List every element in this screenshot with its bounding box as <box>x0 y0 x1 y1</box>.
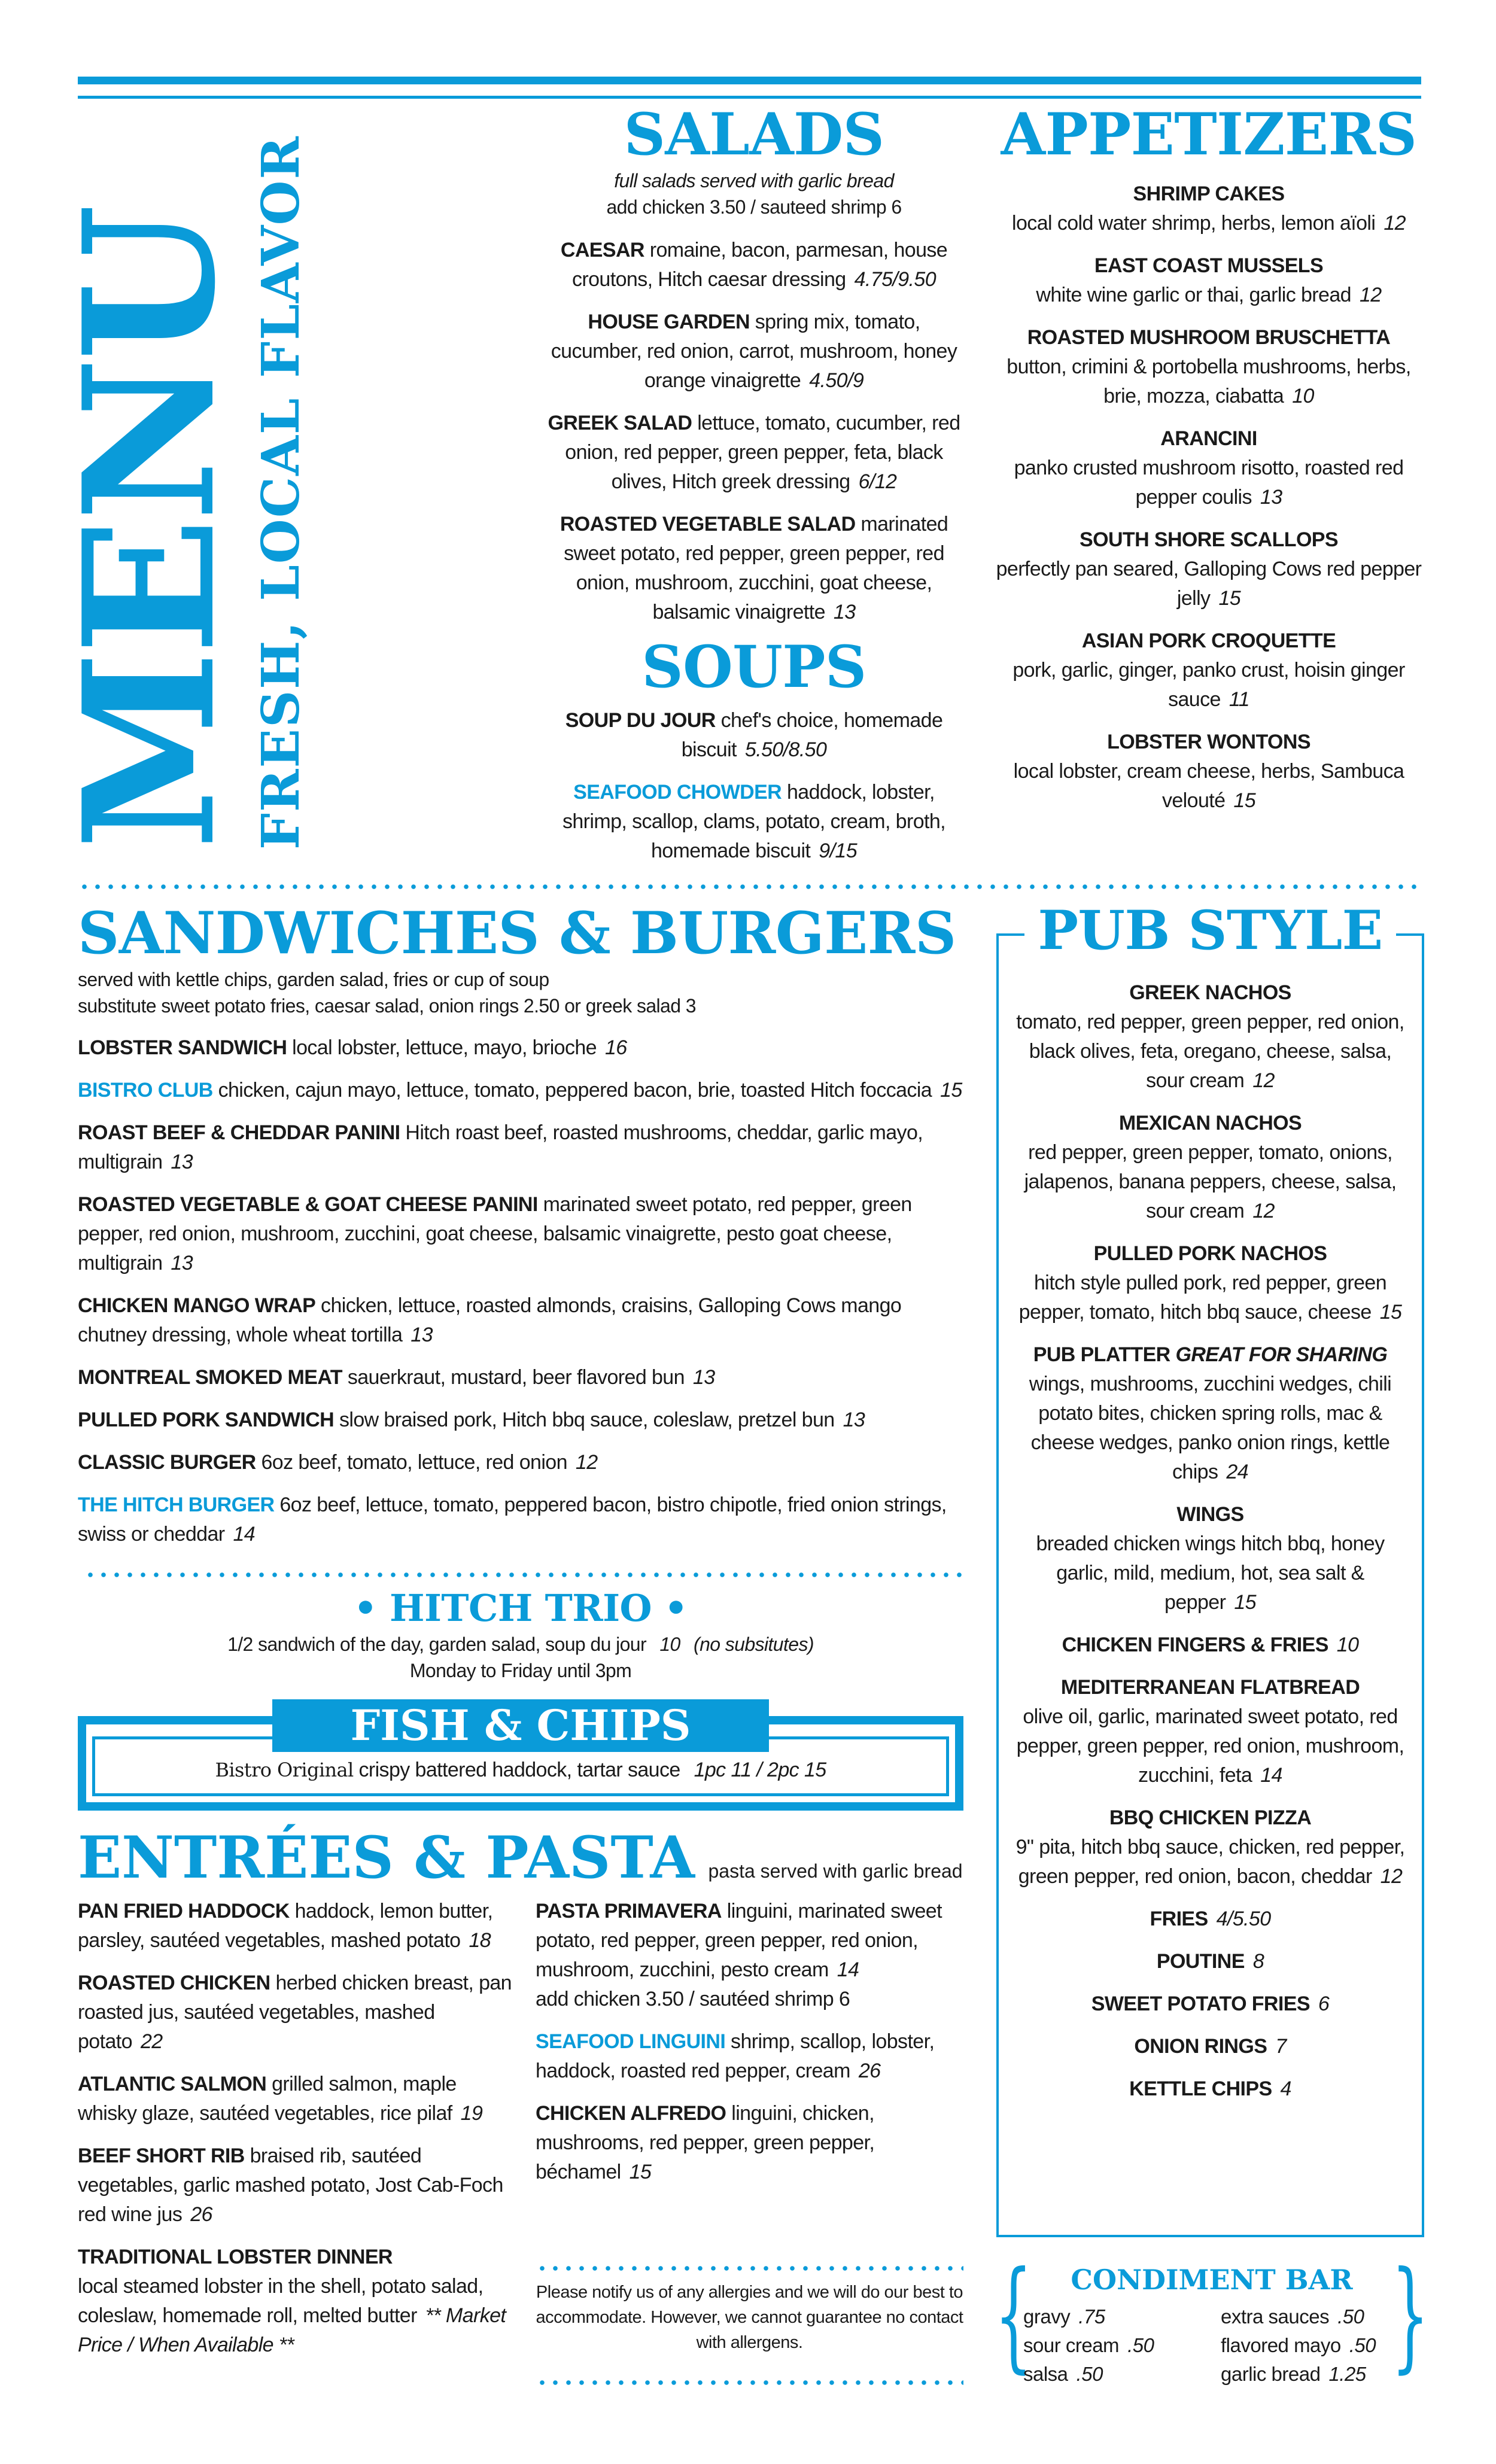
item-description: panko crusted mushroom risotto, roasted red pepper coulis <box>1014 457 1404 509</box>
item-price: 12 <box>1384 212 1406 235</box>
item-price: 14 <box>1260 1764 1282 1787</box>
condiment-price: .50 <box>1127 2334 1154 2356</box>
menu-item <box>78 1118 963 1177</box>
item-description: chicken, lettuce, roasted almonds, craisins, Galloping Cows mango chutney dressing, whole wheat tortilla <box>78 1294 902 1346</box>
menu-item <box>1008 978 1412 1096</box>
menu-item <box>78 1897 518 1955</box>
menu-tagline: FRESH, LOCAL FLAVOR <box>251 135 311 850</box>
salads-addon-note: add chicken 3.50 / sauteed shrimp 6 <box>606 196 902 218</box>
item-description: braised rib, sautéed vegetables, garlic mashed potato, Jost Cab-Foch red wine jus <box>78 2144 503 2226</box>
hitch-trio-heading: • HITCH TRIO • <box>354 1586 688 1630</box>
item-description: haddock, lemon butter, parsley, sautéed vegetables, mashed potato <box>78 1900 493 1952</box>
item-description: sauerkraut, mustard, beer flavored bun <box>347 1366 685 1389</box>
menu-item <box>1008 1803 1412 1891</box>
item-description: chicken, cajun mayo, lettuce, tomato, peppered bacon, brie, toasted Hitch foccacia <box>218 1079 932 1102</box>
menu-item <box>536 2027 966 2086</box>
condiment-bar <box>993 2246 1430 2393</box>
item-description: pork, garlic, ginger, panko crust, hoisin ginger sauce <box>1012 659 1405 711</box>
item-name: ATLANTIC SALMON <box>78 2073 267 2095</box>
menu-item <box>545 236 963 294</box>
item-price: 4 <box>1280 2077 1291 2100</box>
item-price: 12 <box>575 1451 598 1474</box>
condiment-name: salsa <box>1023 2363 1068 2385</box>
condiment-item <box>1023 2360 1209 2389</box>
item-name: POUTINE <box>1156 1950 1245 1973</box>
item-description: 6oz beef, tomato, lettuce, red onion <box>261 1451 567 1474</box>
pub-style-heading: PUB STYLE <box>1024 899 1395 962</box>
item-price: 10 <box>1292 385 1314 407</box>
hitch-trio-section <box>78 1586 963 1684</box>
menu-item <box>78 1033 963 1063</box>
item-description: romaine, bacon, parmesan, house croutons, Hitch caesar dressing <box>571 239 948 291</box>
appetizers-section <box>987 102 1430 829</box>
menu-item <box>545 409 963 497</box>
menu-item <box>536 1897 966 2014</box>
item-description: lettuce, tomato, cucumber, red onion, red pepper, green pepper, feta, black olives, Hitch greek dressing <box>565 412 960 493</box>
item-name: CHICKEN MANGO WRAP <box>78 1294 316 1317</box>
item-name: MEDITERRANEAN FLATBREAD <box>1060 1676 1360 1699</box>
condiment-price: .50 <box>1349 2334 1376 2356</box>
condiment-price: 1.25 <box>1328 2363 1366 2385</box>
menu-item <box>78 1363 963 1392</box>
menu-item <box>1008 2032 1412 2061</box>
item-name: GREEK SALAD <box>548 412 692 434</box>
item-name: ASIAN PORK CROQUETTE <box>1081 629 1336 652</box>
item-price: 24 <box>1226 1461 1248 1483</box>
item-price: 4.75/9.50 <box>854 268 936 291</box>
item-name: PAN FRIED HADDOCK <box>78 1900 290 1922</box>
menu-item <box>987 180 1430 238</box>
menu-item <box>78 2243 518 2360</box>
menu-item <box>1008 1500 1412 1617</box>
item-price: 5.50/8.50 <box>744 738 827 761</box>
condiment-item <box>1221 2302 1406 2331</box>
menu-item <box>78 1448 963 1477</box>
item-description: herbed chicken breast, pan roasted jus, sautéed vegetables, mashed potato <box>78 1972 512 2053</box>
item-name: SHRIMP CAKES <box>1133 182 1285 205</box>
menu-item <box>545 706 963 765</box>
menu-item <box>987 323 1430 411</box>
condiment-price: .50 <box>1337 2305 1364 2328</box>
left-brace-icon: { <box>994 2246 1033 2385</box>
item-name: CHICKEN ALFREDO <box>536 2102 726 2125</box>
entrees-left-list <box>78 1897 518 2373</box>
menu-item <box>545 308 963 396</box>
item-price: 13 <box>411 1324 433 1346</box>
menu-item <box>78 1076 963 1105</box>
item-name: ROASTED CHICKEN <box>78 1972 270 1994</box>
item-description: 6oz beef, lettuce, tomato, peppered bacon, bistro chipotle, fried onion strings, swiss or cheddar <box>78 1493 947 1546</box>
item-price: 18 <box>469 1929 491 1952</box>
fish-chips-heading: FISH & CHIPS <box>272 1699 769 1752</box>
condiment-bar-heading: CONDIMENT BAR <box>1071 2264 1353 2296</box>
item-description: local lobster, cream cheese, herbs, Sambuca velouté <box>1013 760 1404 812</box>
pub-style-section <box>996 901 1424 2117</box>
item-description: red pepper, green pepper, tomato, onions, jalapenos, banana peppers, cheese, salsa, sour cream <box>1024 1141 1397 1222</box>
item-price: 4.50/9 <box>809 369 864 392</box>
item-name: SEAFOOD LINGUINI <box>536 2030 726 2053</box>
condiment-name: gravy <box>1023 2305 1071 2328</box>
item-price: 15 <box>1233 789 1256 812</box>
item-description: grilled salmon, maple whisky glaze, sautéed vegetables, rice pilaf <box>78 2073 457 2125</box>
menu-item <box>545 510 963 627</box>
fish-chips-price: 1pc 11 / 2pc 15 <box>694 1759 826 1781</box>
salads-list <box>545 236 963 627</box>
entrees-header <box>78 1825 963 1891</box>
menu-item <box>987 424 1430 512</box>
item-description: local lobster, lettuce, mayo, brioche <box>292 1036 597 1059</box>
fish-chips-desc: crispy battered haddock, tartar sauce <box>358 1759 680 1781</box>
item-tag: GREAT FOR SHARING <box>1175 1343 1388 1366</box>
condiment-name: extra sauces <box>1221 2305 1330 2328</box>
item-price: 13 <box>1260 486 1282 509</box>
item-name: BEEF SHORT RIB <box>78 2144 245 2167</box>
allergy-note: Please notify us of any allergies and we will do our best to accommodate. However, we cannot guarantee no contact with allergens. <box>536 2283 963 2352</box>
menu-item <box>1008 1990 1412 2019</box>
item-name: SWEET POTATO FRIES <box>1091 1993 1310 2015</box>
top-rule-thin <box>78 96 1421 99</box>
item-name: GREEK NACHOS <box>1129 981 1291 1004</box>
item-description: tomato, red pepper, green pepper, red onion, black olives, feta, oregano, cheese, salsa, sour cream <box>1016 1011 1404 1092</box>
item-name: BISTRO CLUB <box>78 1079 213 1102</box>
item-description: spring mix, tomato, cucumber, red onion, carrot, mushroom, honey orange vinaigrette <box>551 311 957 392</box>
item-price: 22 <box>140 2030 163 2053</box>
item-name: TRADITIONAL LOBSTER DINNER <box>78 2246 393 2268</box>
allergy-divider-bottom <box>536 2380 963 2385</box>
item-price: 6/12 <box>858 470 897 493</box>
hitch-trio-price: 10 <box>659 1633 680 1655</box>
item-description: marinated sweet potato, red pepper, green pepper, red onion, mushroom, zucchini, goat cheese, balsamic vinaigrette <box>564 513 948 623</box>
item-name: SOUTH SHORE SCALLOPS <box>1080 528 1338 551</box>
condiment-price: .75 <box>1078 2305 1105 2328</box>
fish-chips-name: Bistro Original <box>215 1759 354 1781</box>
item-price: 14 <box>233 1523 256 1546</box>
item-name: PULLED PORK SANDWICH <box>78 1409 335 1431</box>
item-description: button, crimini & portobella mushrooms, herbs, brie, mozza, ciabatta <box>1007 355 1411 407</box>
right-brace-icon: } <box>1391 2246 1430 2385</box>
item-description: local cold water shrimp, herbs, lemon aïoli <box>1012 212 1376 235</box>
hitch-trio-note: (no subsitutes) <box>694 1633 814 1655</box>
item-price: 12 <box>1359 284 1382 306</box>
condiment-item <box>1221 2360 1406 2389</box>
menu-item <box>1008 1239 1412 1327</box>
item-name: LOBSTER SANDWICH <box>78 1036 287 1059</box>
entrees-heading: ENTRÉES & PASTA <box>78 1824 695 1891</box>
pub-style-list <box>996 978 1424 2104</box>
menu-item <box>78 1291 963 1350</box>
appetizers-heading: APPETIZERS <box>1001 101 1417 168</box>
item-price: 15 <box>629 2161 652 2183</box>
item-price: 14 <box>837 1958 859 1981</box>
menu-item <box>78 1969 518 2057</box>
item-name: ONION RINGS <box>1134 2035 1267 2058</box>
item-price: 15 <box>1218 587 1241 610</box>
sandwiches-note: served with kettle chips, garden salad, fries or cup of soup <box>78 969 549 990</box>
menu-item <box>987 525 1430 613</box>
menu-item <box>1008 1340 1412 1487</box>
item-price: 6 <box>1318 1993 1330 2015</box>
item-description: wings, mushrooms, zucchini wedges, chili potato bites, chicken spring rolls, mac & cheese wedges, panko onion rings, kettle chips <box>1029 1373 1392 1483</box>
menu-item <box>78 1190 963 1278</box>
menu-item <box>78 1406 963 1435</box>
item-name: MONTREAL SMOKED MEAT <box>78 1366 342 1389</box>
appetizers-list <box>987 180 1430 816</box>
condiment-name: flavored mayo <box>1221 2334 1341 2356</box>
condiment-name: garlic bread <box>1221 2363 1321 2385</box>
menu-item <box>1008 1673 1412 1790</box>
menu-item <box>536 2099 966 2187</box>
salads-note: full salads served with garlic bread <box>614 170 894 191</box>
condiment-name: sour cream <box>1023 2334 1120 2356</box>
item-name: FRIES <box>1150 1908 1208 1930</box>
item-price: 9/15 <box>819 839 858 862</box>
item-price: 19 <box>460 2102 483 2125</box>
item-name: CLASSIC BURGER <box>78 1451 256 1474</box>
item-description: Hitch roast beef, roasted mushrooms, cheddar, garlic mayo, multigrain <box>78 1121 923 1173</box>
item-price: 15 <box>1234 1591 1256 1614</box>
item-price: 7 <box>1275 2035 1287 2058</box>
menu-item <box>1008 1947 1412 1976</box>
item-price: 13 <box>833 601 856 623</box>
item-name: WINGS <box>1176 1503 1244 1526</box>
item-description: shrimp, scallop, lobster, haddock, roasted red pepper, cream <box>536 2030 935 2082</box>
item-name: MEXICAN NACHOS <box>1118 1112 1302 1134</box>
salads-section <box>545 102 963 879</box>
item-price: 15 <box>940 1079 962 1102</box>
item-name: ROASTED VEGETABLE SALAD <box>560 513 856 536</box>
condiment-price: .50 <box>1076 2363 1103 2385</box>
item-price: 12 <box>1252 1200 1275 1222</box>
hitch-trio-desc: 1/2 sandwich of the day, garden salad, soup du jour <box>227 1633 647 1655</box>
sandwiches-substitute-note: substitute sweet potato fries, caesar salad, onion rings 2.50 or greek salad 3 <box>78 995 696 1017</box>
item-name: ROASTED MUSHROOM BRUSCHETTA <box>1027 326 1391 349</box>
item-description: marinated sweet potato, red pepper, green pepper, red onion, mushroom, zucchini, goat cheese, balsamic vinaigrette, pesto goat cheese, multigrain <box>78 1193 912 1274</box>
condiment-list <box>1023 2302 1406 2389</box>
menu-title: MENU <box>44 208 255 850</box>
item-name: PASTA PRIMAVERA <box>536 1900 722 1922</box>
soups-heading: SOUPS <box>641 633 866 701</box>
top-rule-thick <box>78 77 1421 84</box>
item-description: 9" pita, hitch bbq sauce, chicken, red pepper, green pepper, red onion, bacon, cheddar <box>1015 1836 1405 1888</box>
item-price: 13 <box>171 1252 193 1274</box>
item-description: breaded chicken wings hitch bbq, honey garlic, mild, medium, hot, sea salt & pepper <box>1036 1532 1385 1614</box>
item-name: EAST COAST MUSSELS <box>1094 254 1324 277</box>
item-price: ** Market Price / When Available ** <box>78 2304 506 2356</box>
menu-item <box>987 728 1430 816</box>
item-price: 10 <box>1336 1633 1359 1656</box>
item-description: chef's choice, homemade biscuit <box>681 709 943 761</box>
item-price: 12 <box>1380 1865 1403 1888</box>
item-price: 15 <box>1379 1301 1402 1324</box>
menu-item <box>78 2141 518 2229</box>
sandwiches-section <box>78 901 963 1562</box>
menu-item <box>78 1490 963 1549</box>
item-price: 16 <box>605 1036 627 1059</box>
item-price: 4/5.50 <box>1216 1908 1271 1930</box>
item-name: HOUSE GARDEN <box>588 311 750 333</box>
item-description: olive oil, garlic, marinated sweet potato, red pepper, green pepper, red onion, mushroom, zucchini, feta <box>1016 1705 1404 1787</box>
menu-item <box>78 2070 518 2128</box>
item-price: 13 <box>171 1151 193 1173</box>
item-name: ROASTED VEGETABLE & GOAT CHEESE PANINI <box>78 1193 538 1216</box>
menu-item <box>987 626 1430 714</box>
item-name: SEAFOOD CHOWDER <box>573 781 782 804</box>
item-name: CHICKEN FINGERS & FRIES <box>1062 1633 1328 1656</box>
item-price: 26 <box>858 2060 881 2082</box>
menu-item <box>1008 1109 1412 1226</box>
item-description: perfectly pan seared, Galloping Cows red pepper jelly <box>996 558 1422 610</box>
item-name: PULLED PORK NACHOS <box>1093 1242 1327 1265</box>
entrees-note: pasta served with garlic bread <box>708 1860 963 1882</box>
item-name: ROAST BEEF & CHEDDAR PANINI <box>78 1121 400 1144</box>
item-description: hitch style pulled pork, red pepper, green pepper, tomato, hitch bbq sauce, cheese <box>1018 1271 1387 1324</box>
condiment-item <box>1023 2302 1209 2331</box>
item-description: linguini, chicken, mushrooms, red pepper, green pepper, béchamel <box>536 2102 875 2183</box>
menu-item <box>545 778 963 866</box>
soups-list <box>545 706 963 866</box>
item-price: 11 <box>1229 688 1249 711</box>
item-description: haddock, lobster, shrimp, scallop, clams, potato, cream, broth, homemade biscuit <box>562 781 946 862</box>
item-name: KETTLE CHIPS <box>1129 2077 1272 2100</box>
allergy-divider-top <box>536 2266 963 2271</box>
hitch-trio-availability: Monday to Friday until 3pm <box>409 1660 632 1681</box>
item-price: 13 <box>692 1366 715 1389</box>
sandwiches-list <box>78 1033 963 1549</box>
entrees-right-list <box>536 1897 966 2200</box>
menu-item <box>1008 1905 1412 1934</box>
item-addon: add chicken 3.50 / sautéed shrimp 6 <box>536 1988 850 2010</box>
menu-item <box>987 251 1430 310</box>
item-description: white wine garlic or thai, garlic bread <box>1036 284 1351 306</box>
item-name: SOUP DU JOUR <box>565 709 716 732</box>
item-name: ARANCINI <box>1160 427 1257 450</box>
sandwiches-heading: SANDWICHES & BURGERS <box>78 899 956 967</box>
item-price: 13 <box>843 1409 865 1431</box>
item-description: local steamed lobster in the shell, potato salad, coleslaw, homemade roll, melted butter <box>78 2275 484 2327</box>
item-name: THE HITCH BURGER <box>78 1493 275 1516</box>
menu-item <box>1008 1631 1412 1660</box>
condiment-item <box>1023 2331 1209 2360</box>
item-name: BBQ CHICKEN PIZZA <box>1109 1806 1312 1829</box>
item-name: LOBSTER WONTONS <box>1107 731 1310 753</box>
item-price: 8 <box>1252 1950 1264 1973</box>
section-divider <box>78 884 1424 889</box>
condiment-item <box>1221 2331 1406 2360</box>
item-price: 12 <box>1252 1069 1275 1092</box>
hitch-trio-divider <box>84 1572 963 1577</box>
item-price: 26 <box>190 2203 212 2226</box>
salads-heading: SALADS <box>624 101 884 168</box>
item-description: slow braised pork, Hitch bbq sauce, coleslaw, pretzel bun <box>339 1409 835 1431</box>
menu-item <box>1008 2074 1412 2104</box>
item-description: linguini, marinated sweet potato, red pepper, green pepper, red onion, mushroom, zucchini, pesto cream <box>536 1900 942 1981</box>
item-name: CAESAR <box>560 239 644 261</box>
item-name: PUB PLATTER GREAT FOR SHARING <box>1033 1343 1388 1366</box>
